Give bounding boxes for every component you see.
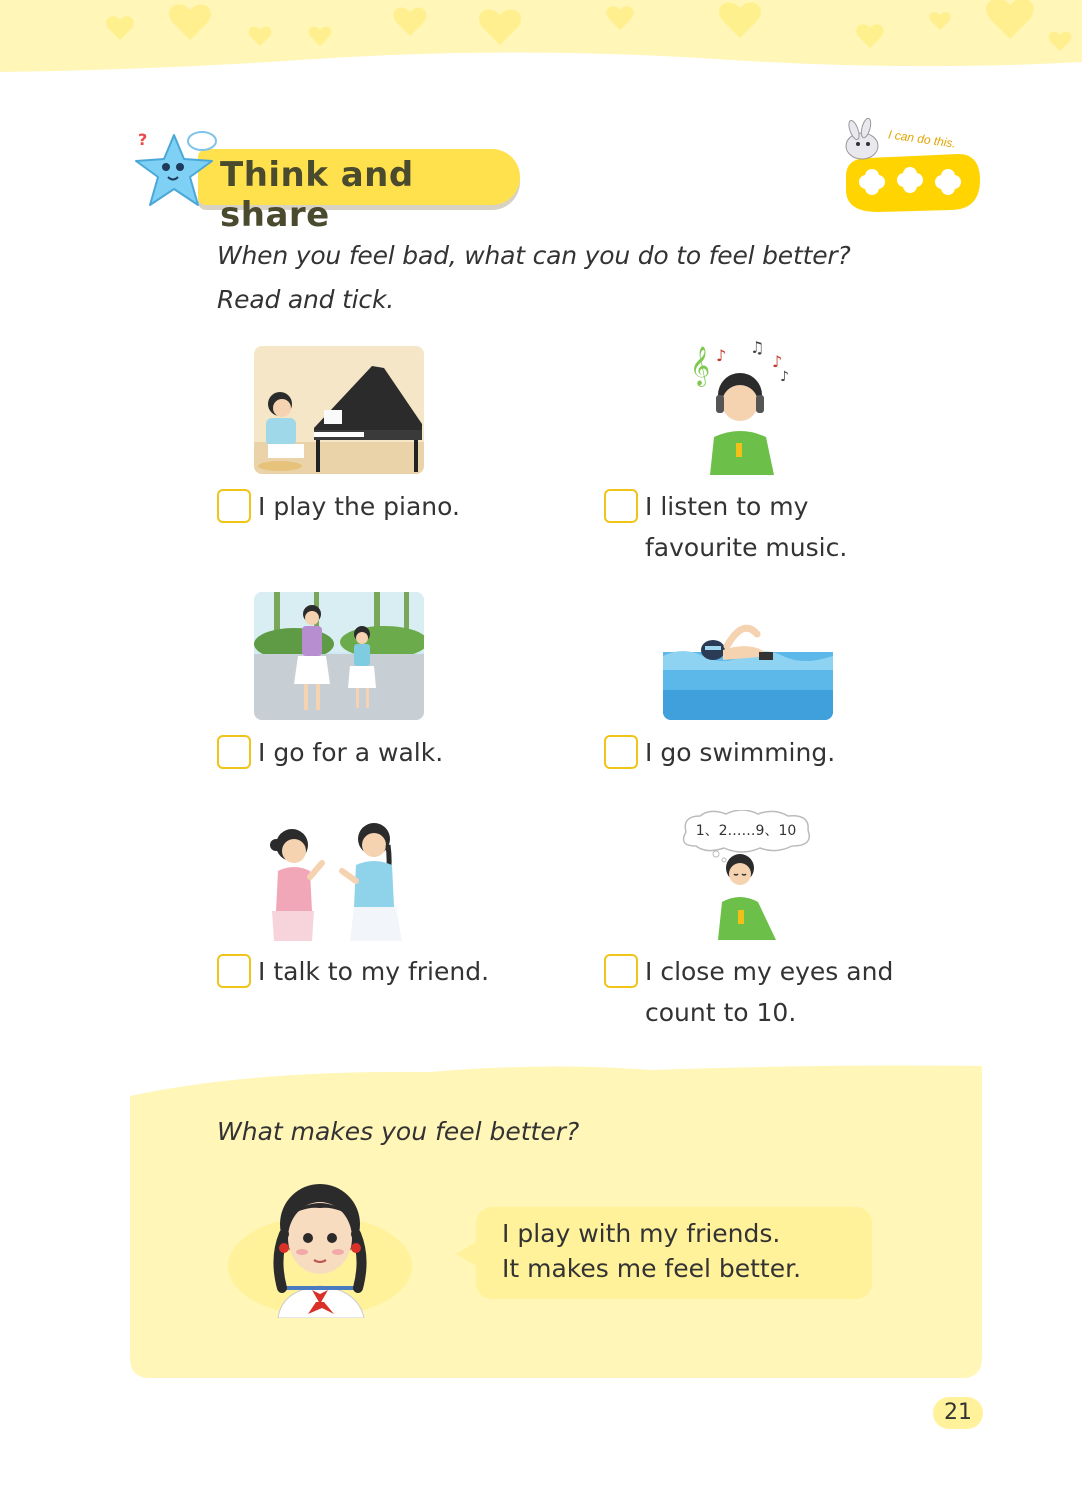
option-swimming-text [645, 732, 965, 773]
svg-text:?: ? [138, 130, 148, 149]
music-illustration [670, 333, 822, 475]
girl-avatar [226, 1178, 426, 1318]
question-text: When you feel bad, what can you do to feel better? [217, 241, 851, 270]
checkbox-swimming[interactable] [604, 735, 638, 769]
checkbox-music[interactable] [604, 489, 638, 523]
badge-label: I can do this. [887, 127, 957, 151]
piano-illustration [254, 346, 424, 474]
counting-illustration [676, 810, 816, 940]
option-music-line2: favourite music. [645, 533, 848, 562]
option-piano-text [258, 486, 578, 527]
page-title: Think and share [220, 155, 414, 235]
option-count-line2: count to 10. [645, 998, 797, 1027]
checkbox-count[interactable] [604, 954, 638, 988]
svg-text:♪: ♪ [716, 346, 727, 365]
option-talk-line1: I talk to my friend. [258, 957, 490, 986]
speech-line-2: It makes me feel better. [502, 1254, 802, 1283]
svg-text:♪: ♪ [780, 369, 789, 385]
option-music-line1: I listen to my [645, 492, 809, 521]
speech-line-1: I play with my friends. [502, 1219, 781, 1248]
svg-text:♪: ♪ [772, 352, 783, 371]
option-piano-line1: I play the piano. [258, 492, 460, 521]
option-swimming-line1: I go swimming. [645, 738, 836, 767]
option-talk-text [258, 951, 578, 992]
bunny-icon [846, 118, 878, 159]
instruction-text: Read and tick. [217, 285, 394, 314]
option-music-text [645, 486, 965, 568]
i-can-do-this-badge [838, 118, 988, 218]
option-count-line1: I close my eyes and [645, 957, 894, 986]
section-title-banner [128, 125, 528, 235]
option-walk-line1: I go for a walk. [258, 738, 444, 767]
checkbox-talk[interactable] [217, 954, 251, 988]
star-mascot-icon [128, 127, 224, 213]
top-hearts-banner [0, 0, 1082, 80]
swimming-illustration [663, 590, 833, 720]
svg-text:♫: ♫ [750, 338, 765, 357]
checkbox-walk[interactable] [217, 735, 251, 769]
talk-illustration [254, 815, 424, 941]
checkbox-piano[interactable] [217, 489, 251, 523]
option-walk-text [258, 732, 578, 773]
page-number: 21 [944, 1400, 972, 1425]
bottom-question: What makes you feel better? [217, 1117, 580, 1146]
treble-clef-icon: 𝄞 [690, 346, 711, 386]
thought-bubble-text: 1、2……9、10 [695, 823, 797, 839]
option-count-text [645, 951, 965, 1033]
walk-illustration [254, 592, 424, 720]
